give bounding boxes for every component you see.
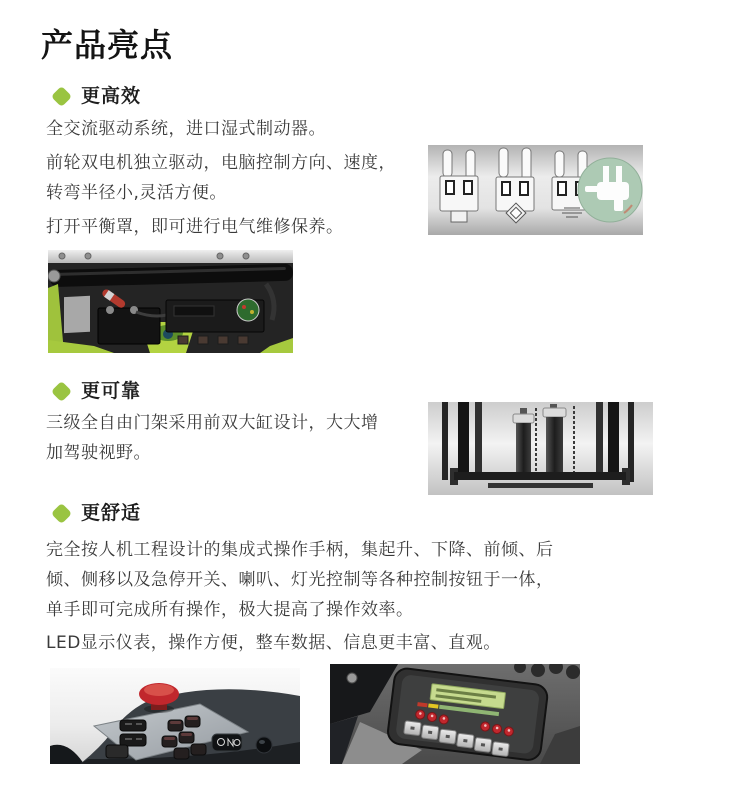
page-title: 产品亮点 bbox=[41, 26, 174, 64]
section-heading-label: 更舒适 bbox=[81, 502, 142, 524]
section-comfortable bbox=[46, 495, 751, 764]
paragraph bbox=[46, 114, 751, 144]
mast-image bbox=[428, 402, 653, 495]
paragraph-line: LED显示仪表，操作方便，整车数据、信息更丰富、直观。 bbox=[46, 633, 501, 653]
paragraph bbox=[46, 148, 428, 208]
diamond-bullet-icon bbox=[51, 85, 72, 106]
section-efficient bbox=[46, 64, 751, 353]
paragraph-line: 三级全自由门架采用前双大缸设计，大大增 bbox=[46, 413, 379, 433]
drive-motors-figure bbox=[428, 145, 643, 235]
paragraph-line: 前轮双电机独立驱动，电脑控制方向、速度， bbox=[46, 153, 396, 173]
led-display-figure bbox=[330, 664, 580, 764]
section-heading-efficient bbox=[46, 85, 751, 107]
control-handle-figure bbox=[50, 668, 300, 764]
drive-motors-image bbox=[428, 145, 643, 235]
paragraph-line: 全交流驱动系统，进口湿式制动器。 bbox=[46, 119, 326, 139]
paragraph-line: 转弯半径小,灵活方便。 bbox=[46, 183, 227, 203]
paragraph-line: 倾、侧移以及急停开关、喇叭、灯光控制等各种控制按钮于一体， bbox=[46, 570, 554, 590]
section-heading-comfortable bbox=[46, 502, 751, 524]
section-heading-reliable bbox=[46, 380, 751, 402]
paragraph bbox=[46, 408, 428, 468]
engine-compartment-image bbox=[48, 250, 293, 353]
led-display-image bbox=[330, 664, 580, 764]
engine-compartment-figure bbox=[48, 250, 751, 353]
text-and-image-row bbox=[46, 408, 751, 495]
paragraph-line: 加驾驶视野。 bbox=[46, 443, 151, 463]
section-reliable bbox=[46, 353, 751, 495]
paragraph-line: 打开平衡罩，即可进行电气维修保养。 bbox=[46, 217, 344, 237]
paragraph bbox=[46, 212, 428, 242]
section-heading-label: 更可靠 bbox=[81, 380, 142, 402]
paragraph-line: 单手即可完成所有操作，极大提高了操作效率。 bbox=[46, 600, 414, 620]
control-handle-image bbox=[50, 668, 300, 764]
diamond-bullet-icon bbox=[51, 380, 72, 401]
text-and-image-row bbox=[46, 148, 751, 242]
paragraph bbox=[46, 535, 751, 625]
paragraph bbox=[46, 628, 751, 658]
mast-figure bbox=[428, 402, 653, 495]
paragraph-line: 完全按人机工程设计的集成式操作手柄，集起升、下降、前倾、后 bbox=[46, 540, 554, 560]
photos-row bbox=[46, 668, 751, 764]
diamond-bullet-icon bbox=[51, 502, 72, 523]
section-heading-label: 更高效 bbox=[81, 85, 142, 107]
brake-disc-icon bbox=[578, 158, 642, 222]
